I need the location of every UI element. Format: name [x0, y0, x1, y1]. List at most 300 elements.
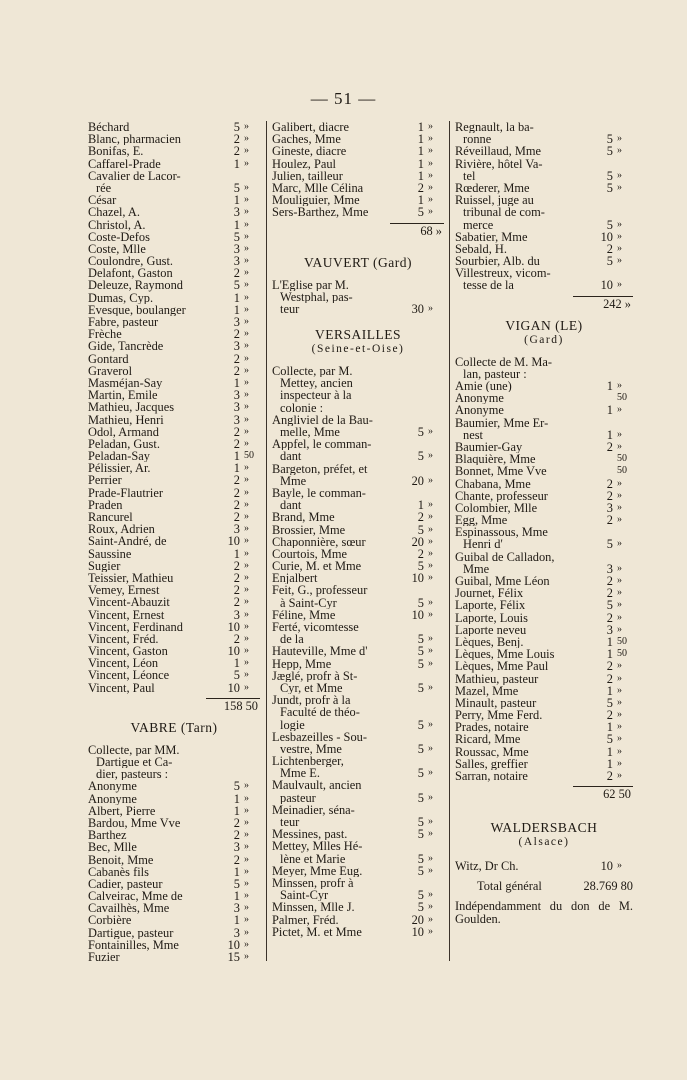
amount-centimes: » — [617, 380, 622, 391]
amount-francs: 5 — [417, 644, 424, 659]
amount-francs: 1 — [606, 647, 613, 662]
amount-centimes: » — [428, 302, 433, 314]
amount-francs: 1 — [606, 683, 613, 698]
subtotal — [455, 787, 633, 802]
donor-row — [272, 511, 444, 523]
donor-row — [88, 145, 260, 157]
amount-centimes: » — [617, 404, 622, 416]
donor-name: inspecteur à la — [280, 389, 352, 402]
amount-francs: 1 — [233, 546, 240, 561]
donor-name: Rancurel — [88, 511, 133, 524]
donor-row — [88, 793, 260, 805]
amount-francs: 1 — [233, 449, 240, 464]
donor-name: César — [88, 194, 117, 207]
amount-francs: 2 — [606, 439, 613, 454]
amount-francs: 5 — [417, 888, 424, 903]
donor-name: Coulondre, Gust. — [88, 255, 174, 268]
amount-francs — [593, 194, 613, 206]
amount-centimes: » — [244, 816, 249, 828]
amount-centimes: » — [617, 279, 622, 291]
amount-centimes: » — [244, 206, 249, 218]
amount-francs: 1 — [233, 375, 240, 390]
amount-francs: 3 — [233, 254, 240, 269]
amount-francs: 2 — [606, 659, 613, 674]
amount-francs: 1 — [417, 120, 424, 134]
donor-name: Collecte, par M. — [272, 365, 353, 378]
amount-francs — [593, 465, 613, 477]
donor-name: Jundt, profr à la — [272, 694, 351, 707]
amount-francs: 2 — [417, 510, 424, 525]
donor-row — [88, 669, 260, 681]
donor-name: Baumier, Mme Er- — [455, 416, 549, 429]
amount-centimes — [613, 368, 633, 380]
donor-name: Graverol — [88, 364, 133, 377]
donor-row — [272, 767, 444, 779]
amount-centimes — [240, 768, 260, 780]
amount-centimes: » — [244, 340, 249, 352]
amount-francs: 3 — [606, 561, 613, 576]
amount-francs: 10 — [411, 571, 424, 586]
donor-row — [88, 596, 260, 608]
donor-name: Hauteville, Mme d' — [272, 645, 368, 658]
donor-row — [88, 609, 260, 621]
donor-name: Barthez — [88, 829, 127, 842]
donor-name: Bonifas, E. — [88, 145, 144, 158]
donor-row — [455, 770, 633, 782]
amount-centimes — [424, 755, 444, 767]
donor-name: Mazel, Mme — [455, 684, 519, 697]
amount-francs — [404, 365, 424, 377]
amount-francs: 2 — [606, 671, 613, 686]
donor-name: Anonyme — [88, 780, 137, 793]
donor-name: dier, pasteurs : — [96, 768, 169, 781]
amount-francs: 5 — [417, 863, 424, 878]
donor-name: Gineste, diacre — [272, 145, 347, 158]
amount-centimes: » — [244, 669, 249, 681]
amount-centimes: » — [244, 255, 249, 267]
donor-row — [272, 584, 444, 596]
amount-francs: 5 — [233, 668, 240, 683]
donor-name: Laporte, Louis — [455, 611, 528, 624]
amount-centimes: » — [428, 645, 433, 657]
donor-name: vestre, Mme — [280, 742, 342, 756]
amount-francs: 1 — [417, 498, 424, 513]
donor-name: Brand, Mme — [272, 511, 335, 524]
donor-name: Palmer, Fréd. — [272, 913, 339, 926]
donor-name: Blaquière, Mme — [455, 453, 536, 466]
donor-name: Cadier, pasteur — [88, 877, 163, 891]
donor-name: Anonyme — [88, 792, 137, 805]
amount-francs: 5 — [606, 732, 613, 747]
donor-row — [272, 389, 444, 401]
amount-francs — [404, 779, 424, 791]
section-heading-vauvert: VAUVERT (Gard) — [303, 254, 413, 270]
donor-name: Chabana, Mme — [455, 477, 531, 490]
amount-francs: 10 — [411, 607, 424, 622]
amount-francs: 1 — [233, 889, 240, 904]
amount-centimes: » — [428, 206, 433, 218]
amount-francs: 3 — [233, 205, 240, 220]
donor-name: Caffarel-Prade — [88, 157, 161, 170]
amount-centimes — [424, 487, 444, 499]
amount-francs: 2 — [233, 583, 240, 598]
amount-francs: 3 — [233, 400, 240, 415]
donor-row — [455, 612, 633, 624]
donor-name: Collecte de M. Ma- — [455, 355, 553, 368]
amount-francs: 2 — [606, 708, 613, 723]
donor-name: Mettey, ancien — [280, 377, 353, 390]
amount-centimes: » — [244, 780, 249, 792]
amount-francs: 1 — [417, 193, 424, 208]
donor-row — [455, 206, 633, 218]
amount-francs: 2 — [233, 424, 240, 439]
donor-list — [272, 365, 444, 938]
amount-centimes: » — [428, 499, 433, 511]
amount-centimes — [240, 744, 260, 756]
donor-list — [272, 279, 444, 316]
amount-centimes: » — [244, 535, 249, 547]
donor-name: Anonyme — [455, 404, 504, 417]
donor-name: Réveillaud, Mme — [455, 145, 542, 158]
donor-name: Sebald, H. — [455, 242, 507, 256]
donor-row — [88, 780, 260, 792]
donor-row — [272, 853, 444, 865]
donor-row — [88, 914, 260, 926]
amount-centimes — [424, 291, 444, 303]
subtotal-value: 68 » — [420, 223, 442, 238]
donor-name: Béchard — [88, 121, 130, 134]
amount-francs: 2 — [233, 558, 240, 573]
amount-francs — [220, 744, 240, 756]
amount-centimes: » — [244, 571, 249, 583]
amount-centimes — [424, 584, 444, 596]
amount-francs: 10 — [600, 278, 613, 293]
amount-francs: 2 — [606, 586, 613, 601]
donor-name: Colombier, Mlle — [455, 501, 538, 515]
donor-name: Collecte, par MM. — [88, 743, 180, 756]
donor-name: Henri d' — [463, 538, 503, 551]
donor-name: Corbière — [88, 914, 132, 927]
amount-centimes: » — [617, 684, 622, 696]
section-heading-versailles: VERSAILLES — [315, 327, 401, 343]
amount-centimes: » — [244, 523, 249, 535]
subtotal-value: 242 » — [603, 296, 631, 311]
amount-centimes — [424, 779, 444, 791]
donor-name: Blanc, pharmacien — [88, 133, 181, 146]
donor-name: Lichtenberger, — [272, 755, 344, 768]
amount-centimes: » — [617, 133, 622, 145]
donor-name: Mettey, Mlles Hé- — [272, 840, 363, 853]
amount-francs: 2 — [606, 476, 613, 491]
amount-francs: 5 — [606, 695, 613, 710]
amount-francs — [404, 389, 424, 401]
amount-centimes — [240, 756, 260, 768]
amount-francs: 1 — [606, 634, 613, 649]
amount-francs: 20 — [411, 912, 424, 927]
column-2 — [272, 121, 444, 938]
amount-francs: 3 — [606, 622, 613, 637]
donor-name: Sourbier, Alb. du — [455, 255, 540, 268]
donor-list — [88, 744, 260, 963]
amount-centimes: » — [428, 742, 433, 754]
amount-francs: 2 — [233, 327, 240, 342]
column-1 — [88, 121, 260, 963]
amount-centimes — [424, 840, 444, 852]
amount-centimes: » — [244, 389, 249, 401]
donor-list — [88, 121, 260, 694]
amount-centimes: » — [244, 316, 249, 327]
amount-centimes: » — [244, 133, 249, 145]
amount-centimes: » — [244, 608, 249, 620]
amount-francs: 5 — [417, 522, 424, 537]
donor-name: Mathieu, Jacques — [88, 401, 175, 414]
donor-name: Witz, Dr Ch. — [455, 860, 519, 873]
donor-row — [455, 279, 633, 291]
donor-name: Hepp, Mme — [272, 657, 332, 670]
donor-name: Dartigue, pasteur — [88, 926, 174, 939]
donor-name: de la — [280, 633, 304, 646]
amount-centimes: » — [428, 633, 433, 645]
subtotal — [272, 224, 444, 239]
amount-centimes: » — [617, 477, 622, 489]
donor-name: Maulvault, ancien — [272, 779, 362, 792]
amount-francs: 1 — [606, 403, 613, 418]
donor-row — [455, 465, 633, 477]
amount-francs: 3 — [233, 522, 240, 537]
donor-name: Marc, Mlle Célina — [272, 181, 364, 195]
subtotal — [455, 297, 633, 312]
amount-francs: 5 — [417, 425, 424, 439]
amount-francs: 5 — [417, 827, 424, 842]
donor-name: Gontard — [88, 352, 129, 365]
donor-row — [88, 841, 260, 853]
subtotal — [88, 699, 260, 714]
amount-francs: 1 — [417, 156, 424, 171]
donor-row — [272, 303, 444, 315]
amount-francs: 5 — [233, 278, 240, 293]
donor-name: Bonnet, Mme Vve — [455, 465, 547, 478]
donor-row — [272, 792, 444, 804]
donor-name: Vincent-Abauzit — [88, 596, 170, 609]
donor-row — [272, 609, 444, 621]
amount-francs: 5 — [417, 766, 424, 781]
donor-name: Amie (une) — [455, 380, 512, 393]
amount-centimes: » — [244, 926, 249, 938]
donor-row — [455, 380, 633, 392]
donor-row — [272, 365, 444, 377]
amount-francs — [404, 377, 424, 389]
amount-francs: 5 — [417, 595, 424, 610]
amount-centimes: » — [244, 181, 249, 193]
amount-centimes: » — [428, 560, 433, 572]
donor-row — [455, 194, 633, 206]
amount-centimes — [424, 402, 444, 414]
amount-centimes: » — [428, 767, 433, 779]
amount-centimes: » — [428, 681, 433, 693]
donor-name: Mathieu, pasteur — [455, 672, 539, 685]
donor-name: Minssen, Mlle J. — [272, 901, 355, 914]
donor-name: Frèche — [88, 328, 122, 341]
donor-row — [455, 599, 633, 611]
amount-centimes: » — [428, 523, 433, 535]
donor-row — [88, 744, 260, 756]
donor-name: à Saint-Cyr — [280, 596, 337, 609]
donor-name: Feit, G., professeur — [272, 584, 368, 597]
amount-centimes: » — [244, 841, 249, 853]
amount-centimes: » — [428, 572, 433, 584]
donor-name: Courtois, Mme — [272, 547, 348, 561]
donor-name: pasteur — [280, 791, 316, 804]
donor-name: Bardou, Mme Vve — [88, 816, 181, 830]
donor-name: Gide, Tancrède — [88, 340, 164, 353]
donor-name: Peladan, Gust. — [88, 437, 160, 451]
amount-centimes: » — [617, 145, 622, 157]
donor-row — [272, 682, 444, 694]
donor-name: Fontainilles, Mme — [88, 938, 179, 951]
amount-francs — [404, 694, 424, 706]
amount-francs: 5 — [417, 449, 424, 464]
amount-centimes — [424, 414, 444, 426]
donor-name: Bargeton, préfet, et — [272, 462, 368, 475]
amount-centimes: » — [244, 498, 249, 510]
amount-francs: 5 — [417, 717, 424, 732]
amount-francs: 3 — [233, 925, 240, 940]
amount-francs: 5 — [233, 120, 240, 134]
amount-centimes: » — [244, 877, 249, 889]
amount-centimes: » — [244, 681, 249, 693]
donor-row — [272, 206, 444, 218]
amount-centimes: » — [428, 169, 433, 181]
amount-centimes: » — [244, 328, 249, 340]
donor-name: Rœderer, Mme — [455, 181, 530, 195]
donor-name: merce — [463, 218, 494, 231]
amount-centimes: » — [244, 890, 249, 902]
donor-row — [455, 514, 633, 526]
donor-row — [455, 478, 633, 490]
donor-name: Cavailhès, Mme — [88, 902, 170, 915]
amount-francs — [593, 551, 613, 563]
amount-centimes: » — [244, 218, 249, 230]
subtotal-value: 62 50 — [603, 787, 631, 802]
donor-name: Ferté, vicomtesse — [272, 621, 359, 634]
amount-francs: 2 — [417, 546, 424, 561]
amount-centimes: » — [428, 901, 433, 913]
amount-centimes: » — [244, 902, 249, 914]
donor-row — [272, 572, 444, 584]
amount-centimes: » — [617, 611, 622, 623]
amount-francs — [404, 840, 424, 852]
donor-name: rée — [96, 181, 112, 195]
donor-name: Vincent, Ferdinand — [88, 620, 183, 633]
donor-name: Cyr, et Mme — [280, 681, 343, 695]
donor-name: Minault, pasteur — [455, 696, 537, 710]
donor-name: Christol, A. — [88, 218, 146, 231]
amount-francs: 5 — [417, 790, 424, 805]
amount-francs: 10 — [411, 924, 424, 939]
donor-row — [455, 356, 633, 368]
amount-centimes: » — [428, 718, 433, 730]
amount-centimes — [424, 670, 444, 682]
donor-row — [272, 377, 444, 389]
amount-centimes: 50 — [244, 450, 254, 462]
amount-francs: 1 — [417, 144, 424, 159]
amount-centimes: » — [244, 230, 249, 242]
donor-name: Prades, notaire — [455, 721, 529, 734]
donor-name: Vincent, Paul — [88, 681, 155, 694]
amount-francs: 5 — [606, 168, 613, 183]
amount-centimes: » — [617, 696, 622, 708]
amount-francs: 2 — [233, 473, 240, 488]
amount-centimes: » — [244, 559, 249, 571]
amount-francs: 5 — [417, 205, 424, 220]
donor-name: Chaponnière, sœur — [272, 535, 366, 548]
amount-francs: 5 — [417, 632, 424, 647]
donor-name: Mme — [280, 474, 307, 487]
amount-centimes — [424, 389, 444, 401]
donor-name: Houlez, Paul — [272, 157, 337, 170]
donor-name: Fabre, pasteur — [88, 316, 159, 329]
amount-centimes: 50 — [617, 635, 627, 647]
amount-francs: 2 — [233, 363, 240, 378]
amount-francs: 2 — [606, 769, 613, 783]
donor-row — [88, 927, 260, 939]
donor-name: Julien, tailleur — [272, 169, 343, 182]
amount-centimes: » — [428, 511, 433, 523]
amount-francs: 2 — [606, 241, 613, 256]
amount-francs: 2 — [417, 180, 424, 195]
amount-centimes: » — [428, 889, 433, 901]
amount-centimes — [613, 194, 633, 206]
amount-centimes: » — [244, 145, 249, 157]
amount-centimes: » — [617, 660, 622, 672]
donor-row — [272, 597, 444, 609]
amount-francs: 5 — [417, 851, 424, 866]
donor-name: Mouliguier, Mme — [272, 194, 360, 207]
donor-name: Laporte, Félix — [455, 599, 526, 612]
amount-centimes: » — [244, 596, 249, 608]
donor-row — [88, 951, 260, 963]
donor-row — [88, 548, 260, 560]
donor-row — [272, 645, 444, 657]
amount-centimes: » — [617, 181, 622, 193]
donor-name: Saint-André, de — [88, 535, 167, 548]
donor-row — [455, 417, 633, 429]
donor-name: Cavalier de Lacor- — [88, 169, 181, 182]
donor-name: Chante, professeur — [455, 489, 548, 502]
amount-centimes: » — [617, 721, 622, 733]
donor-name: Egg, Mme — [455, 514, 508, 527]
amount-centimes — [613, 267, 633, 279]
donor-name: Cabanès fils — [88, 865, 149, 878]
amount-centimes: » — [617, 169, 622, 181]
amount-centimes — [613, 356, 633, 368]
column-divider-2 — [449, 121, 450, 961]
amount-centimes: » — [244, 951, 249, 962]
grand-total — [455, 878, 633, 894]
amount-francs: 10 — [600, 229, 613, 244]
amount-centimes: » — [244, 267, 249, 279]
amount-centimes — [613, 417, 633, 429]
amount-centimes: » — [244, 413, 249, 425]
amount-centimes: » — [617, 770, 622, 781]
amount-francs: 2 — [233, 595, 240, 610]
amount-francs: 5 — [606, 180, 613, 195]
amount-francs: 2 — [233, 132, 240, 147]
amount-francs: 5 — [606, 537, 613, 552]
donor-row — [455, 145, 633, 157]
donor-name: Rivière, hôtel Va- — [455, 157, 543, 170]
grand-total-value: 28.769 80 — [583, 879, 633, 894]
